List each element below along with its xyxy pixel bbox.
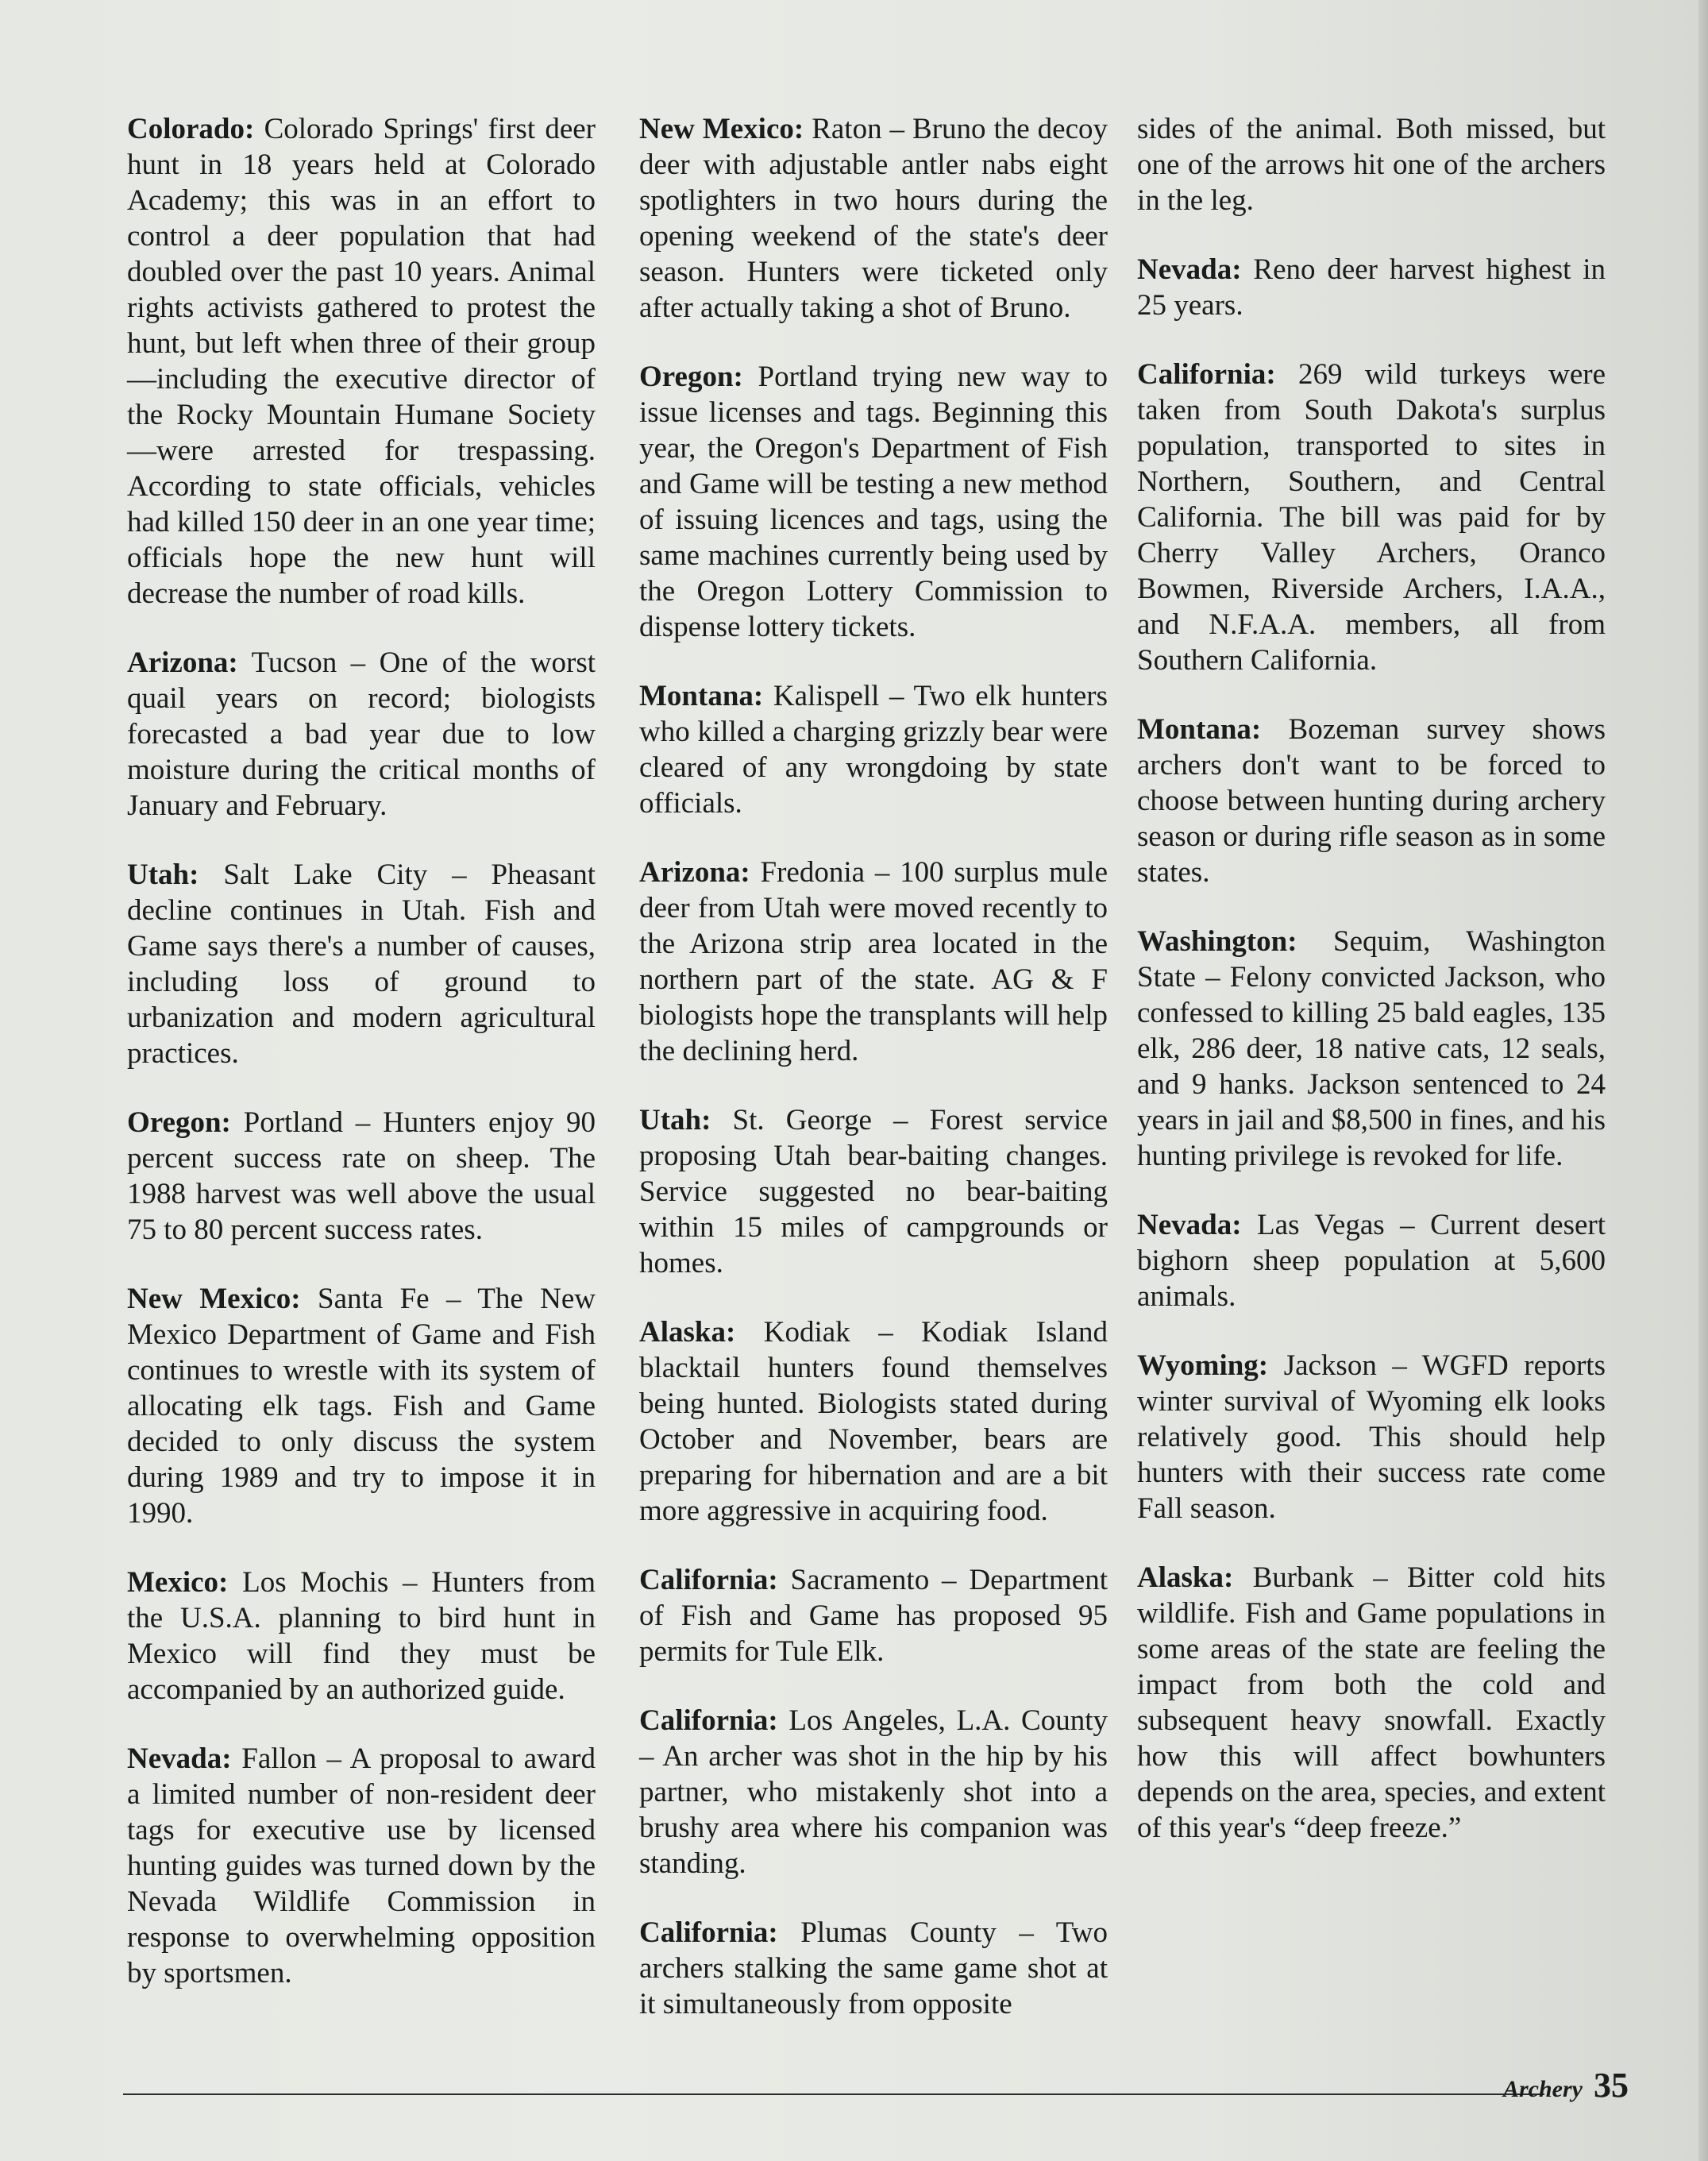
page-footer [1503, 2065, 1629, 2105]
news-entry [127, 1565, 596, 1708]
entry-state: Oregon: [639, 361, 743, 393]
entry-text: Santa Fe – The New Mexico Department of Game and Fish continues to wrestle with its system of allocating elk tags. Fish and Game decided to only discuss the system during 1989 and try to impose it in 1990. [127, 1283, 596, 1530]
entry-text: Bozeman survey shows archers don't want to be forced to choose between hunting during archery season or during rifle season as in some states. [1137, 713, 1606, 889]
news-entry [127, 1281, 596, 1531]
entry-state: Arizona: [127, 646, 238, 679]
entry-text: Colorado Springs' first deer hunt in 18 years held at Colorado Academy; this was in an effort to control a deer population that had doubled over the past 10 years. Animal rights activists gathered to protest the hunt, but left when three of their group—including the executive director of the Rocky Mountain Humane Society—were arrested for trespassing. According to state officials, vehicles had killed 150 deer in an one year time; officials hope the new hunt will decrease the number of road kills. [127, 113, 596, 610]
entry-state: Nevada: [127, 1742, 232, 1775]
column-1 [127, 111, 596, 2024]
entry-state: Utah: [639, 1104, 711, 1136]
news-entry [1137, 1207, 1606, 1314]
entry-text: sides of the animal. Both missed, but one of the arrows hit one of the archers in the leg. [1137, 113, 1606, 217]
entry-state: California: [639, 1564, 778, 1596]
news-entry [639, 1703, 1108, 1881]
entry-state: Colorado: [127, 113, 255, 145]
entry-state: Wyoming: [1137, 1349, 1269, 1382]
news-entry [1137, 252, 1606, 323]
entry-state: Oregon: [127, 1106, 231, 1139]
news-entry [1137, 712, 1606, 890]
entry-text: Portland – Hunters enjoy 90 percent success rate on sheep. The 1988 harvest was well above the usual 75 to 80 percent success rates. [127, 1106, 596, 1246]
entry-text: 269 wild turkeys were taken from South Dakota's surplus population, transported to sites in Northern, Southern, and Central California. The bill was paid for by Cherry Valley Archers, Oranco Bowmen, Riverside Archers, I.A.A., and N.F.A.A. members, all from Southern California. [1137, 358, 1606, 677]
entry-text: Portland trying new way to issue licenses and tags. Beginning this year, the Oregon's Department of Fish and Game will be testing a new method of issuing licences and tags, using the same machines currently being used by the Oregon Lottery Commission to dispense lottery tickets. [639, 361, 1108, 643]
entry-text: Raton – Bruno the decoy deer with adjustable antler nabs eight spotlighters in two hours during the opening weekend of the state's deer season. Hunters were ticketed only after actually taking a shot of Bruno. [639, 113, 1108, 324]
news-entry [127, 1741, 596, 1991]
news-entry [1137, 924, 1606, 1174]
news-entry [639, 678, 1108, 821]
entry-text: Reno deer harvest highest in 25 years. [1137, 253, 1606, 322]
entry-state: Arizona: [639, 856, 750, 889]
entry-state: Alaska: [1137, 1561, 1234, 1594]
column-3 [1137, 111, 1606, 1879]
page-number: 35 [1594, 2066, 1629, 2105]
entry-state: California: [639, 1704, 778, 1737]
news-entry [127, 645, 596, 824]
entry-text: Kodiak – Kodiak Island blacktail hunters found themselves being hunted. Biologists stated during October and November, bears are preparing for hibernation and are a bit more aggressive in acquiring food. [639, 1316, 1108, 1527]
entry-text: Kalispell – Two elk hunters who killed a charging grizzly bear were cleared of any wrongdoing by state officials. [639, 680, 1108, 820]
entry-text: Tucson – One of the worst quail years on record; biologists forecasted a bad year due to low moisture during the critical months of January and February. [127, 646, 596, 822]
footer-rule [123, 2093, 1544, 2095]
entry-text: Fallon – A proposal to award a limited number of non-resident deer tags for executive use by licensed hunting guides was turned down by the Nevada Wildlife Commission in response to overwhelming opposition by sportsmen. [127, 1742, 596, 1989]
entry-text: Las Vegas – Current desert bighorn sheep population at 5,600 animals. [1137, 1209, 1606, 1313]
news-entry [1137, 357, 1606, 678]
entry-state: Montana: [1137, 713, 1262, 746]
entry-text: Fredonia – 100 surplus mule deer from Utah were moved recently to the Arizona strip area located in the northern part of the state. AG & F biologists hope the transplants will help the declining herd. [639, 856, 1108, 1067]
entry-state: Washington: [1137, 925, 1297, 958]
entry-text: Plumas County – Two archers stalking the same game shot at it simultaneously from opposite [639, 1916, 1108, 2020]
magazine-name: Archery [1503, 2076, 1583, 2102]
entry-text: Los Angeles, L.A. County – An archer was shot in the hip by his partner, who mistakenly shot into a brushy area where his companion was standing. [639, 1704, 1108, 1880]
entry-state: Alaska: [639, 1316, 736, 1349]
news-entry [127, 111, 596, 612]
entry-text: Sacramento – Department of Fish and Game has proposed 95 permits for Tule Elk. [639, 1564, 1108, 1668]
entry-state: California: [1137, 358, 1276, 391]
entry-text: St. George – Forest service proposing Utah bear-baiting changes. Service suggested no bear-baiting within 15 miles of campgrounds or homes. [639, 1104, 1108, 1279]
news-entry-continued [1137, 111, 1606, 218]
news-entry [639, 855, 1108, 1069]
entry-text: Jackson – WGFD reports winter survival of Wyoming elk looks relatively good. This should help hunters with their success rate come Fall season. [1137, 1349, 1606, 1525]
entry-state: Nevada: [1137, 253, 1242, 286]
entry-state: Mexico: [127, 1566, 229, 1599]
news-entry [639, 359, 1108, 645]
news-entry [639, 111, 1108, 326]
entry-text: Salt Lake City – Pheasant decline continues in Utah. Fish and Game says there's a number of causes, including loss of ground to urbanization and modern agricultural practices. [127, 859, 596, 1070]
entry-state: Nevada: [1137, 1209, 1242, 1241]
entry-text: Sequim, Washington State – Felony convicted Jackson, who confessed to killing 25 bald eagles, 135 elk, 286 deer, 18 native cats, 12 seals, and 9 hanks. Jackson sentenced to 24 years in jail and $8,500 in fines, and his hunting privilege is revoked for life. [1137, 925, 1606, 1172]
news-entry [1137, 1348, 1606, 1526]
news-entry [639, 1562, 1108, 1669]
entry-state: New Mexico: [639, 113, 804, 145]
page-edge [1698, 0, 1708, 2161]
news-entry [127, 1105, 596, 1248]
column-2 [639, 111, 1108, 2055]
entry-state: Montana: [639, 680, 764, 712]
news-entry [127, 857, 596, 1071]
entry-state: New Mexico: [127, 1283, 301, 1315]
entry-state: Utah: [127, 859, 199, 891]
entry-text: Burbank – Bitter cold hits wildlife. Fish and Game populations in some areas of the state are feeling the impact from both the cold and subsequent heavy snowfall. Exactly how this will affect bowhunters depends on the area, species, and extent of this year's “deep freeze.” [1137, 1561, 1606, 1844]
news-entry [639, 1102, 1108, 1281]
entry-state: California: [639, 1916, 778, 1949]
entry-text: Los Mochis – Hunters from the U.S.A. planning to bird hunt in Mexico will find they must be accompanied by an authorized guide. [127, 1566, 596, 1706]
news-entry [1137, 1560, 1606, 1846]
news-entry [639, 1314, 1108, 1529]
news-entry [639, 1915, 1108, 2022]
